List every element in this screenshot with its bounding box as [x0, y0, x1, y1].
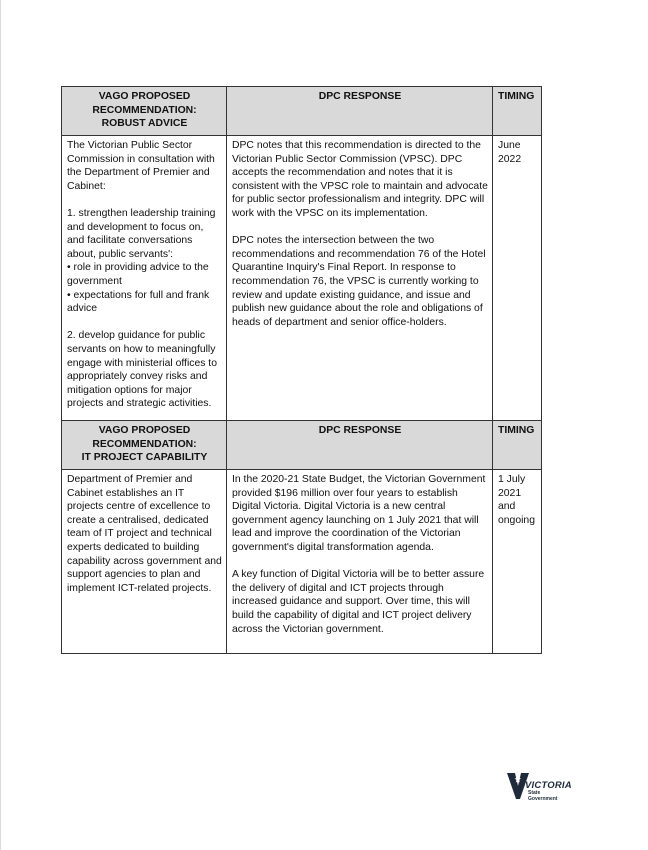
section2-header-timing: TIMING	[493, 421, 542, 470]
page-edge	[0, 0, 1, 850]
section2-header-response: DPC RESPONSE	[227, 421, 493, 470]
section2-header-line3: IT PROJECT CAPABILITY	[81, 452, 208, 464]
victoria-state-government-logo	[507, 772, 572, 806]
section1-header-line3: ROBUST ADVICE	[101, 118, 188, 130]
section1-header-timing: TIMING	[493, 87, 542, 136]
section1-header-line2: RECOMMENDATION:	[92, 104, 197, 116]
section2-header-recommendation	[62, 421, 227, 470]
recommendations-table	[61, 86, 542, 654]
logo-sub-line1: State	[528, 790, 541, 796]
section2-response-cell	[227, 470, 493, 654]
section1-header-response: DPC RESPONSE	[227, 87, 493, 136]
section2-header-row	[62, 421, 542, 470]
section1-recommendation-para: 1. strengthen leadership training and development to focus on, and facilitate conversations about, public servants': • role in providing advice to the government • expectations for full and frank advice	[67, 207, 216, 315]
section2-response-para: In the 2020-21 State Budget, the Victorian Government provided $196 million over four years to establish Digital Victoria. Digital Victoria is a new central government agency launching on 1 July 2021 that will lead and improve the coordination of the Victorian government's digital transformation agenda.	[232, 474, 486, 553]
logo-wordmark: VICTORIA	[525, 780, 572, 791]
section1-response-para: DPC notes that this recommendation is directed to the Victorian Public Sector Commission (VPSC). DPC accepts the recommendation and notes that it is consistent with the VPSC role to maintain and advocate for public sector professionalism and integrity. DPC will work with the VPSC on its implementation.	[232, 140, 488, 219]
section1-header-row	[62, 87, 542, 136]
section2-response-para: A key function of Digital Victoria will be to better assure the delivery of digital and ICT projects through increased guidance and support. Over time, this will build the capability of digital and ICT project delivery across the Victorian government.	[232, 569, 485, 635]
section1-response-cell	[227, 136, 493, 421]
logo-sub-line2: Government	[528, 795, 558, 802]
section2-header-line1: VAGO PROPOSED	[98, 425, 191, 436]
section1-timing-cell: June 2022	[493, 136, 542, 421]
section1-body-row	[62, 136, 542, 421]
section1-recommendation-para: The Victorian Public Sector Commission in consultation with the Department of Premier and Cabinet:	[67, 140, 215, 192]
section2-header-line2: RECOMMENDATION:	[92, 438, 197, 450]
section1-response-para: DPC notes the intersection between the two recommendations and recommendation 76 of the Hotel Quarantine Inquiry's Final Report. In response to recommendation 76, the VPSC is currently working to review and update existing guidance, and issue and publish new guidance about the role and obligations of heads of department and senior office-holders.	[232, 235, 486, 328]
logo-subtitle	[528, 791, 557, 802]
section2-body-row	[62, 470, 542, 654]
section1-recommendation-para: 2. develop guidance for public servants on how to meaningfully engage with ministerial offices to appropriately convey risks and mitigation options for major projects and strategic activities.	[67, 330, 217, 410]
section2-recommendation-para: Department of Premier and Cabinet establishes an IT projects centre of excellence to create a centralised, dedicated team of IT project and technical experts dedicated to building capability across government and support agencies to plan and implement ICT-related projects.	[67, 474, 222, 594]
section2-timing-cell: 1 July 2021 and ongoing	[493, 470, 542, 654]
section1-header-line1: VAGO PROPOSED	[98, 91, 191, 102]
section1-header-recommendation	[62, 87, 227, 136]
section2-recommendation-cell	[62, 470, 227, 654]
section1-recommendation-cell	[62, 136, 227, 421]
